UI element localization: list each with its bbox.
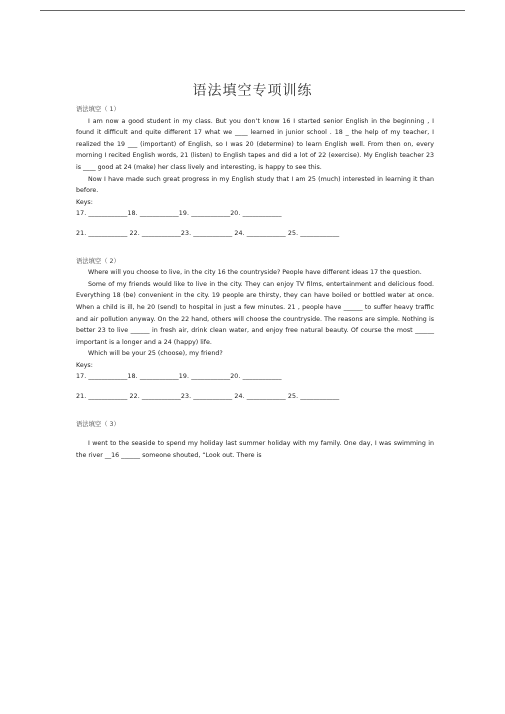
section-2-paragraph-1: Where will you choose to live, in the city 16 the countryside? People have different ideas 17 the question. <box>88 269 422 277</box>
document-body <box>76 104 434 461</box>
section-2-paragraph-3: Which will be your 25 (choose), my friend? <box>88 350 223 358</box>
section-2-paragraph-2: Some of my friends would like to live in the city. They can enjoy TV films, entertainment and delicious food. Everything 18 (be) convenient in the city. 19 people are thirsty, they can have boiled or bottled water at once. When a child is ill, he 20 (send) to hospital in just a few minutes. 21 , people have ______ to suffer heavy traffic and air pollution anyway. On the 22 hand, others will choose the countryside. The reasons are simple. Nothing is better 23 to live ______ in fresh air, drink clean water, and enjoy free natural beauty. Of course the most ______ important is a longer and a 24 (happy) life. <box>76 280 434 346</box>
spacer <box>76 430 434 438</box>
spacer <box>76 383 434 391</box>
section-1-answer-blanks-line-2: 21. ____________ 22. ____________23. ____________ 24. ____________ 25. ____________ <box>76 229 340 237</box>
section-1-answer-blanks-line-1: 17. ____________18. ____________19. ____________20. ____________ <box>76 210 282 218</box>
spacer <box>76 403 434 411</box>
section-2-answer-blanks-line-2: 21. ____________ 22. ____________23. ____________ 24. ____________ 25. ____________ <box>76 393 340 401</box>
section-3-heading: 语法填空（ 3） <box>76 420 120 428</box>
section-2-keys-label: Keys: <box>76 361 93 369</box>
section-1-keys-label: Keys: <box>76 198 93 206</box>
spacer <box>76 248 434 256</box>
page-title: 语法填空专项训练 <box>192 83 313 99</box>
section-1-paragraph-1: I am now a good student in my class. But you don’t know 16 I started senior English in the beginning , I found it difficult and quite different 17 what we ____ learned in junior school . 18 _ the help of my teacher, I realized the 19 ___ (important) of English, so I was 20 (determine) to learn English well. From then on, every morning I recited English words, 21 (listen) to English tapes and did a lot of 22 (exercise). My English teacher 23 is ____ good at 24 (make) her class lively and interesting, is happy to see this. <box>76 117 434 171</box>
section-1-heading: 语法填空（ 1） <box>76 106 120 113</box>
section-2-answer-blanks-line-1: 17. ____________18. ____________19. ____________20. ____________ <box>76 373 282 381</box>
spacer <box>76 220 434 228</box>
top-rule <box>40 10 465 11</box>
spacer <box>76 240 434 248</box>
spacer <box>76 411 434 419</box>
section-2-heading: 语法填空（ 2） <box>76 257 120 265</box>
section-3-paragraph-1: I went to the seaside to spend my holiday last summer holiday with my family. One day, I was swimming in the river __16 ______ someone shouted, “Look out. There is <box>76 440 434 459</box>
section-1-paragraph-2: Now I have made such great progress in my English study that I am 25 (much) interested in learning it than before. <box>76 175 434 195</box>
